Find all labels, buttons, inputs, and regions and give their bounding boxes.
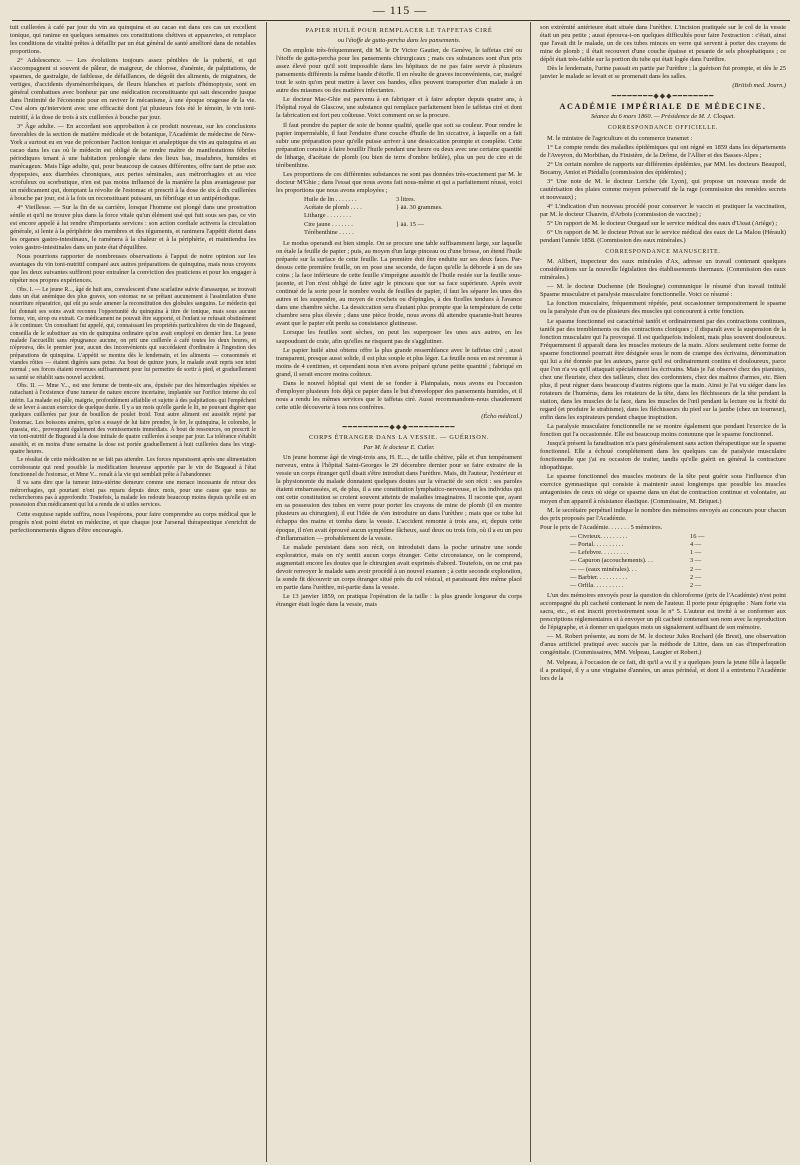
paragraph: tuit cuillerées à café par jour du vin au quinquina et au cacao est dans ces cas un excellent tonique, qui ranime en quelques semaines ces constitutions chétives et appauvries, et remplace les conditions de vitalité prêtes à défaillir par un état général de santé amélioré dans de notables proportions.: [10, 24, 256, 56]
column-divider: [530, 22, 531, 1162]
paragraph: Dès le lendemain, l'urine passait en partie par l'urèthre ; la guérison fut prompte, et dès le 25 janvier le malade se levait et se promenait dans les salles.: [540, 65, 786, 81]
paragraph: Il va sans dire que la tumeur intra-utérine demeure comme une menace incessante de retour des métrorrhagies, qui pourtant n'ont pas reparu depuis deux mois, pour une cause que nous ne rechercherons pas à approfondir. Toutefois, la malade les redoute beaucoup moins depuis qu'elle est en possession d'un médicament qui lui a rendu de si utiles services.: [10, 480, 256, 509]
paragraph: 4° L'indication d'un nouveau procédé pour conserver le vaccin et pratiquer la vaccination, par M. le docteur Chauvin, d'Arbois (commission de vaccine) ;: [540, 202, 786, 218]
prize-line: Pour le prix de l'Académie. . . . . . . 5 mémoires.: [540, 523, 663, 531]
list-item: [570, 557, 786, 565]
article-byline: Par M. le docteur E. Cutler.: [363, 444, 435, 452]
session-line: Séance du 6 mars 1860. — Présidence de M. J. Cloquet.: [590, 113, 736, 121]
paragraph: Dans le nouvel hôpital qui vient de se fonder à Plainpalais, nous avons eu l'occasion d'employer plusieurs fois déjà ce papier dans le but d'envelopper des pansements humides, et il nous a rendu les mêmes services que le taffetas ciré. Aussi recommandons-nous chaudement cette utile découverte à tous nos confrères.: [276, 379, 522, 411]
column-right: [540, 24, 786, 1160]
ingredient: Litharge . . . . . . . .: [304, 212, 352, 220]
quantity: [396, 212, 456, 220]
prize-name: — Civrieux. . . . . . . . .: [570, 532, 628, 540]
paragraph: — M. le docteur Duchenne (de Boulogne) communique le résumé d'un travail intitulé Spasme musculaire et paralysie musculaire fonctionnelle. Voici ce résumé :: [540, 283, 786, 299]
quantity: } āā. 30 grammes.: [396, 204, 443, 212]
prize-name: — Lefebvre. . . . . . . . .: [570, 549, 629, 557]
paragraph: Cette esquisse rapide suffira, nous l'espérons, pour faire comprendre au corps médical que le progrès n'est point éteint en médecine, et que chaque jour l'arsenal thérapeutique s'enrichit de perfectionnements dignes d'être encouragés.: [10, 510, 256, 534]
list-item: [570, 566, 786, 574]
paragraph: M. Alibert, inspecteur des eaux minérales d'Ax, adresse un travail contenant quelques considérations sur la nouvelle législation des établissements thermaux. (Commission des eaux minérales.): [540, 258, 786, 282]
recipe-row: [304, 212, 522, 220]
prize-count: 3 —: [690, 557, 702, 565]
prize-count: 16 —: [690, 532, 705, 540]
paragraph: Le spasme fonctionnel des muscles moteurs de la tête peut guérir sous l'influence d'un exercice gymnastique qui consiste à maintenir aussi longtemps que possible les muscles antagonistes de ceux où siége ce spasme dans un état de contraction continue et volontaire, au moyen d'un appareil à résistance élastique. (Commissaire, M. Briquet.): [540, 473, 786, 505]
ornamental-divider: ━━━━━━━━━◆◆◆━━━━━━━━━: [342, 422, 456, 431]
paragraph: Le résultat de cette médication ne se fait pas attendre. Les forces reparaissent après une alimentation corroborante qui rend possible la modification heureuse apportée par le vin de Bugeaud à l'état fonctionnel de l'estomac, et Mme V... renaît à la vie qui semblait prête à l'abandonner.: [10, 457, 256, 479]
list-item: [570, 549, 786, 557]
paragraph: M. Velpeau, à l'occasion de ce fait, dit qu'il a vu il y a quelques jours la jeune fille à laquelle il a pratiqué, il y a une vingtaine d'années, un anus périnéal, et dont il a entretenu l'Académie lors de la: [540, 658, 786, 682]
paragraph: 3° Âge adulte. — En accordant son approbation à ce produit nouveau, sur les conclusions favorables de la section de matière médicale et de botanique, l'Académie de médecine de New-York a surtout eu en vue de préconiser l'action tonique et analeptique du vin au quinquina et au cacao dans les cas où le médecin est obligé de se rendre maître de manifestations fébriles périodiques tenant à une habitation prolongée dans des lieux bas, insalubres, humides et marécageux. Mais l'âge adulte, qui, pour beaucoup de causes différentes, offre tant de prise aux dyspepsies, aux diarrhées chroniques, aux pertes séminales, aux métrorrhagies et au vice scrofuleux ou scorbutique, n'en est pas moins influencé de la manière la plus avantageuse par un médicament qui, domptant la révolte de l'estomac et prescrit à la dose de six à dix cuillerées à bouche par jour, est à la fois un reconstituant puissant, un fébrifuge et un antipériodique.: [10, 122, 256, 202]
article-heading: CORPS ÉTRANGER DANS LA VESSIE. — GUÉRISON.: [308, 433, 490, 441]
paragraph: La fonction musculaire, fréquemment répétée, peut occasionner temporairement le spasme ou la paralysie d'un ou de plusieurs des muscles qui concourent à cette fonction.: [540, 300, 786, 316]
paragraph: 2° Adolescence. — Les évolutions toujours assez pénibles de la puberté, et qui s'accompagnent si souvent de pâleur, de maigreur, de chlorose, d'anémie, de palpitations, de spasmes, de gastralgie, de faiblesse, de défaillances, de dégoût des aliments, de migraines, de vertiges, d'accidents dysménorrhéiques, de fleurs blanches et parfois d'hémoptysie, sont en général combattues avec bonheur par une médication reconstituante qui sait descendre jusque dans l'intimité de l'économie pour en raviver le mécanisme, à une époque orageuse de la vie. C'est alors qu'intervient avec une efficacité dont j'ai plusieurs fois été le témoin, le vin toni-nutritif, à la dose de trois à six cuillerées à bouche par jour.: [10, 57, 256, 121]
column-middle: [276, 24, 522, 1160]
paragraph: 3° Une note de M. le docteur Leriche (de Lyon), qui propose un nouveau mode de cautérisation des plaies comme moyen préservatif de la rage (commission des remèdes secrets et nouveaux) ;: [540, 177, 786, 201]
prize-list: [570, 533, 786, 590]
paragraph: Le malade persistant dans son récit, on introduisit dans la poche urinaire une sonde exploratrice, mais on n'y sentit aucun corps étranger. Cette circonstance, on le comprend, augmentait encore les doutes que le chirurgien avait exprimés d'abord. Toutefois, on ne crut pas devoir renvoyer le malade sans avoir procédé à un nouvel examen ; à cette seconde exploration, la sonde fit découvrir un corps étranger situé près du col vésical, et paraissant être même placé en partie dans l'urèthre, mi-partie dans la vessie.: [276, 543, 522, 591]
paragraph: Lorsque les feuilles sont sèches, on peut les superposer les unes aux autres, en les saupoudrant de craie, afin qu'elles ne risquent pas de s'agglutiner.: [276, 329, 522, 345]
quantity: 3 litres.: [396, 195, 416, 203]
paragraph: L'un des mémoires envoyés pour la question du chloroforme (prix de l'Académie) n'est point accompagné du pli cacheté contenant le nom de l'auteur. Il porte pour épigraphe : Nam forte via sacra, etc., et est inscrit provisoirement sous le n° 5. L'auteur est invité à se conformer aux prescriptions réglementaires et à envoyer un pli cacheté contenant son nom avec la reproduction de l'épigraphe, et à donner en quelques mots un signalement suffisant de son mémoire.: [540, 592, 786, 632]
paragraph: 1° Le compte rendu des maladies épidémiques qui ont régné en 1859 dans les départements de l'Aveyron, du Morbihan, du Finistère, de la Drôme, de l'Allier et des Basses-Alpes ;: [540, 143, 786, 159]
paragraph: 6° Un rapport de M. le docteur Privat sur le service médical des eaux de La Malou (Hérault) pendant l'année 1858. (Commission des eaux minérales.): [540, 229, 786, 245]
paragraph: Nous pourrions rapporter de nombreuses observations à l'appui de notre opinion sur les avantages du vin toni-nutritif comparé aux autres préparations de quinquina, mais nous croyons que les deux suivantes suffiront pour entraîner la conviction des praticiens et pour les engager à répéter nos propres expériences.: [10, 253, 256, 285]
article-heading: PAPIER HUILÉ POUR REMPLACER LE TAFFETAS CIRÉ: [305, 27, 493, 34]
ingredient: Térébenthine . . . . .: [304, 228, 354, 236]
paragraph: M. le secrétaire perpétuel indique le nombre des mémoires envoyés au concours pour chacun des prix proposés par l'Académie.: [540, 506, 786, 522]
recipe-table: [304, 196, 522, 237]
paragraph: — M. Robert présente, au nom de M. le docteur Jules Rochard (de Brest), une observation d'anus artificiel pratiqué avec succès par la méthode de Littre, dans un cas d'imperforation congénitale. (Commissaires, MM. Velpeau, Laugier et Robert.): [540, 633, 786, 657]
subsection-heading: CORRESPONDANCE OFFICIELLE.: [607, 125, 719, 132]
source-citation: (Écho médical.): [481, 412, 522, 420]
ingredient: Acétate de plomb . . . .: [304, 204, 362, 212]
prize-count: 2 —: [690, 581, 702, 589]
recipe-row: [304, 204, 522, 212]
ingredient: Cire jaune . . . . . . .: [304, 220, 353, 228]
paragraph: Jusqu'à présent la faradisation m'a paru généralement sans action thérapeutique sur le spasme fonctionnel. Elle a échoué complétement dans les quelques cas de paralysie musculaire fonctionnelle que j'ai eu occasion de traiter, tandis qu'elle guérit en général la contracture idiopathique.: [540, 440, 786, 472]
page-number: — 115 —: [372, 3, 428, 17]
paragraph: Le modus operandi est bien simple. On se procure une table suffisamment large, sur laquelle on étale la feuille de papier ; puis, au moyen d'un large pinceau ou d'une brosse, on étend l'huile préparée sur la surface de cette feuille. La première doit être enduite sur ses deux faces. Par-dessus cette première feuille, on en pose une seconde, de façon qu'elle la déborde à un de ses coins ; la face inférieure de cette feuille s'imprègne aussitôt de l'huile restée sur la feuille sous-jacente, et l'on n'est obligé de faire agir le pinceau que sur sa face supérieure. Après avoir continué de la sorte pour le nombre voulu de feuilles de papier, il faut les séparer les unes des autres et les suspendre, au moyen de crochets ou d'épingles, à des ficelles tendues à l'avance dans une chambre sèche. La dessiccation sera d'autant plus prompte que la température de cette chambre sera plus élevée ; dans une pièce froide, nous avons dû attendre quarante-huit heures avant que le papier eût perdu sa consistance glutineuse.: [276, 239, 522, 328]
paragraph: 4° Vieillesse. — Sur la fin de sa carrière, lorsque l'homme est plongé dans une prostration sénile et qu'il ne trouve plus dans la force vitale qu'un élément usé qui fuit sous ses pas, ce vin est encore appelé à lui rendre d'importants services : son action cordiale activera la circulation générale, si lente à la périphérie des membres et des téguments, et ranimera l'appétit éteint dans les organes gastro-intestinaux, le ramènera à la chaleur et à la périphérie, et maintiendra les voies gastro-intestinales dans un juste état d'équilibre.: [10, 204, 256, 252]
header-rule: [12, 20, 790, 21]
prize-name: — Barbier. . . . . . . . . .: [570, 573, 628, 581]
paragraph: Le 13 janvier 1859, on pratiqua l'opération de la taille : la plus grande longueur du corps étranger était logée dans la vessie, mais: [276, 592, 522, 608]
recipe-row: [304, 229, 522, 237]
prize-count: 2 —: [690, 565, 702, 573]
column-divider: [266, 22, 267, 1162]
recipe-row: [304, 196, 522, 204]
list-item: [570, 541, 786, 549]
paragraph: On emploie très-fréquemment, dit M. le Dr Victor Gautier, de Genève, le taffetas ciré ou l'étoffe de gutta-percha pour les pansements chirurgicaux ; mais ces substances sont d'un prix assez élevé pour qu'il soit impossible dans les hôpitaux de ne pas faire servir à plusieurs pansements différents la même bande d'étoffe. Il en résulte de graves inconvénients, car, malgré tout le soin qu'on peut mettre à laver ces bandes, elles peuvent transporter d'un malade à un autre des miasmes ou des matières infectantes.: [276, 47, 522, 95]
prize-name: — — (eaux minérales). . .: [570, 565, 637, 573]
observation: Obs. I. — Le jeune R..., âgé de huit ans, convalescent d'une scarlatine suivie d'anasarque, se trouvait dans un état anémique des plus graves, son estomac ne se prêtant aucunement à l'assimilation d'une nourriture réparatrice, qui eût pu seule amener la reconstitution des globules sanguins. Le médecin qui lui donnait ses soins avait reconnu l'opportunité du quinquina à titre de tonique, mais sous aucune forme, vin, sirop ou extrait. Ce médicament ne pouvait être supporté, et l'enfant se refusait obstinément à le continuer. Un consultant fut appelé, qui, connaissant les propriétés particulières du vin de Bugeaud, conseilla de le substituer au vin de quinquina ordinaire qu'on avait employé en dernier lieu. Le jeune malade l'accueillit sans répugnance aucune, on prit une cuillerée à café toutes les deux heures, et n'éprouva, dès le premier jour, aucun des inconvénients qui succédaient d'ordinaire à l'ingestion des préparations de quinquina. L'appétit se montra dès le lendemain, et les aliments — consommés et viandes rôties — étaient digérés sans peine. Au bout de quinze jours, le malade avait repris son teint normal ; ses forces étaient revenues suffisamment pour lui permettre de sortir à pied, et graduellement sa santé se rétablit sans nouvel accident.: [10, 286, 256, 381]
paragraph: Le papier huilé ainsi obtenu offre la plus grande ressemblance avec le taffetas ciré ; aussi transparent, presque aussi solide, il est plus souple et plus léger. La feuille nous en est revenue à moins de 4 centimes, et cependant nous n'en avons préparé qu'une petite quantité ; fabriqué en grand, il serait encore moins coûteux.: [276, 346, 522, 378]
ornamental-divider: ━━━━━━━━◆◆◆━━━━━━━━: [611, 92, 715, 101]
paragraph: 2° Un certain nombre de rapports sur différentes épidémies, par MM. les docteurs Beaupoil, Bocamy, Amiot et Piédallu (commission des épidémies) ;: [540, 160, 786, 176]
article-subheading: ou l'étoffe de gutta-percha dans les pansements.: [337, 37, 461, 45]
prize-count: 2 —: [690, 573, 702, 581]
source-citation: (British med. Journ.): [732, 82, 786, 90]
paragraph: Le spasme fonctionnel est caractérisé tantôt et ordinairement par des contractions continues, tantôt par des tremblements ou des contractions cloniques ; il disparaît avec la suspension de la fonction musculaire qui l'a provoqué. Il est quelquefois indolent, mais plus souvent douloureux. Fréquemment il apparaît dans les muscles moteurs de la main. Alors seulement cette forme de spasme fonctionnel pourrait être désignée sous le nom de crampe des écrivains, dénomination qui lui a été donnée par les auteurs, parce qu'il est ordinairement continu et douloureux, parce que l'on n'a vu qu'il attaquait spécialement les écrivains. Mais je l'ai observé chez des pianistes, chez une fleuriste, chez des tailleurs, chez des cordonniers, chez des maîtres d'armes, etc. Bien plus, il peut régner dans beaucoup d'autres régions que la main. Ainsi je l'ai vu siéger dans les rotateurs de l'humérus, dans les rotateurs de la tête, dans les fléchisseurs de la tête pendant la station, dans les muscles de la face, dans les muscles de l'œil pendant la lecture ou la fixité du regard (et produire le strabisme), dans les fléchisseurs du pied sur la jambe (chez un tourneur), enfin dans les expirateurs pendant chaque inspiration.: [540, 317, 786, 422]
list-item: [570, 582, 786, 590]
paragraph: Il faut prendre du papier de soie de bonne qualité, quelle que soit sa couleur. Pour rendre le papier imperméable, il faut l'enduire d'une couche d'huile de lin siccative, à laquelle on a fait subir une préparation pour qu'elle puisse arriver à une dessiccation prompte et complète. Cette préparation consiste à faire bouillir l'huile pendant une heure ou deux avec une certaine quantité de litharge, d'acétate de plomb (ou bien de terre d'ombre brûlée), plus un peu de cire et de térébenthine.: [276, 121, 522, 169]
section-heading: ACADÉMIE IMPÉRIALE DE MÉDECINE.: [559, 102, 767, 112]
prize-name: — Orfila. . . . . . . . . .: [570, 581, 624, 589]
paragraph: Les proportions de ces différentes substances ne sont pas données très-exactement par M. le docteur M'Ghie ; dans l'essai que nous avons fait nous-même et qui a parfaitement réussi, voici les proportions que nous avons employées ;: [276, 170, 522, 194]
paragraph: Le docteur Mac-Ghie est parvenu à en fabriquer et à faire adopter depuis quatre ans, à l'hôpital royal de Glascow, une substance qui remplace parfaitement bien le taffetas ciré et dont la fabrication est fort peu coûteuse. Voici comment on se la procure.: [276, 96, 522, 120]
prize-count: 1 —: [690, 549, 702, 557]
paragraph: La paralysie musculaire fonctionnelle ne se montre également que pendant l'exercice de la fonction qui l'a occasionnée. Elle est beaucoup moins commune que le spasme fonctionnel.: [540, 423, 786, 439]
ingredient: Huile de lin . . . . . . .: [304, 195, 357, 203]
paragraph: M. le ministre de l'agriculture et du commerce transmet :: [547, 134, 693, 142]
prize-name: — Capuron (accouchements). . .: [570, 557, 653, 565]
prize-name: — Portal. . . . . . . . . .: [570, 540, 624, 548]
paragraph: Un jeune homme âgé de vingt-trois ans, H. E...., de taille chétive, pâle et d'un tempérament nerveux, entra à l'hôpital Saint-Georges le 29 décembre dernier pour se faire extraire de la vessie un corps étranger qu'il disait s'être introduit dans l'urèthre. Mais, dit l'auteur, l'extérieur et la physionomie du malade donnaient quelques doutes sur la véracité de son récit : ses paroles étaient embarrassées, et, de plus, il a une constitution lymphatico-nerveuse, et les individus qui ont cette constitution se croient souvent atteints de maladies imaginaires. Il raconte que, ayant en sa possession des tubes en verre pour porter les crayons de mine de plomb (il en montre plusieurs au chirurgien), il eut l'idée de s'en introduire un dans l'urèthre ; mais que ce tube lui échappa des mains et tomba dans la vessie. L'accident remonte à trois ans, et, depuis cette époque, il n'en avait éprouvé aucun symptôme fâcheux, sauf deux ou trois fois, où il a eu un peu d'inflammation — probablement de la vessie.: [276, 454, 522, 542]
quantity: [396, 229, 456, 237]
list-item: [570, 533, 786, 541]
prize-count: 4 —: [690, 540, 702, 548]
paragraph: son extrémité antérieure était située dans l'urèthre. L'incision pratiquée sur le col de la vessie était un peu petite ; aussi éprouva-t-on quelques difficultés pour faire l'extraction : c'était, ainsi que l'avait dit le malade, un de ces tubes minces en verre qui servent à porter des crayons de mine de plomb ; il était recouvert d'une couche épaisse et pesante de sels phosphatiques ; ce dépôt était très-faible sur la portion du tube qui était logée dans l'urèthre.: [540, 24, 786, 64]
column-left: [10, 24, 256, 1160]
recipe-row: [304, 221, 522, 229]
observation: Obs. II. — Mme V..., est une femme de trente-six ans, épuisée par des hémorrhagies répétées se rattachant à l'existence d'une tumeur de nature encore incertaine, implantée sur l'orifice interne du col utérin. La malade est pâle, maigrie, profondément affaiblie et sujette à des palpitations qui l'empêchent de se lever à aucun exercice de quelque durée. Il y a un mois qu'elle garde le lit, ne pouvant digérer que quelques cuillerées par jour de bouillon de poulet froid. Tout autre aliment est aussitôt rejeté par l'estomac. Les boissons amères, qu'on a essayé de lui faire prendre, le fer, le quinquina, le colombo, le quassia, etc., provoquent également des vomissements immédiats. À bout de ressources, on prescrit le vin toni-nutritif de Bugeaud à la dose initiale de quatre cuillerées à soupe par jour. La tolérance s'établit aussitôt, et en moins d'une semaine la dose est portée graduellement à huit cuillerées dans les vingt-quatre heures.: [10, 382, 256, 456]
subsection-heading: CORRESPONDANCE MANUSCRITE.: [605, 249, 721, 256]
list-item: [570, 574, 786, 582]
quantity: } āā. 15 —: [396, 220, 424, 228]
paragraph: 5° Un rapport de M. le docteur Ourgaud sur le service médical des eaux d'Ussat (Ariège) ;: [547, 219, 778, 227]
